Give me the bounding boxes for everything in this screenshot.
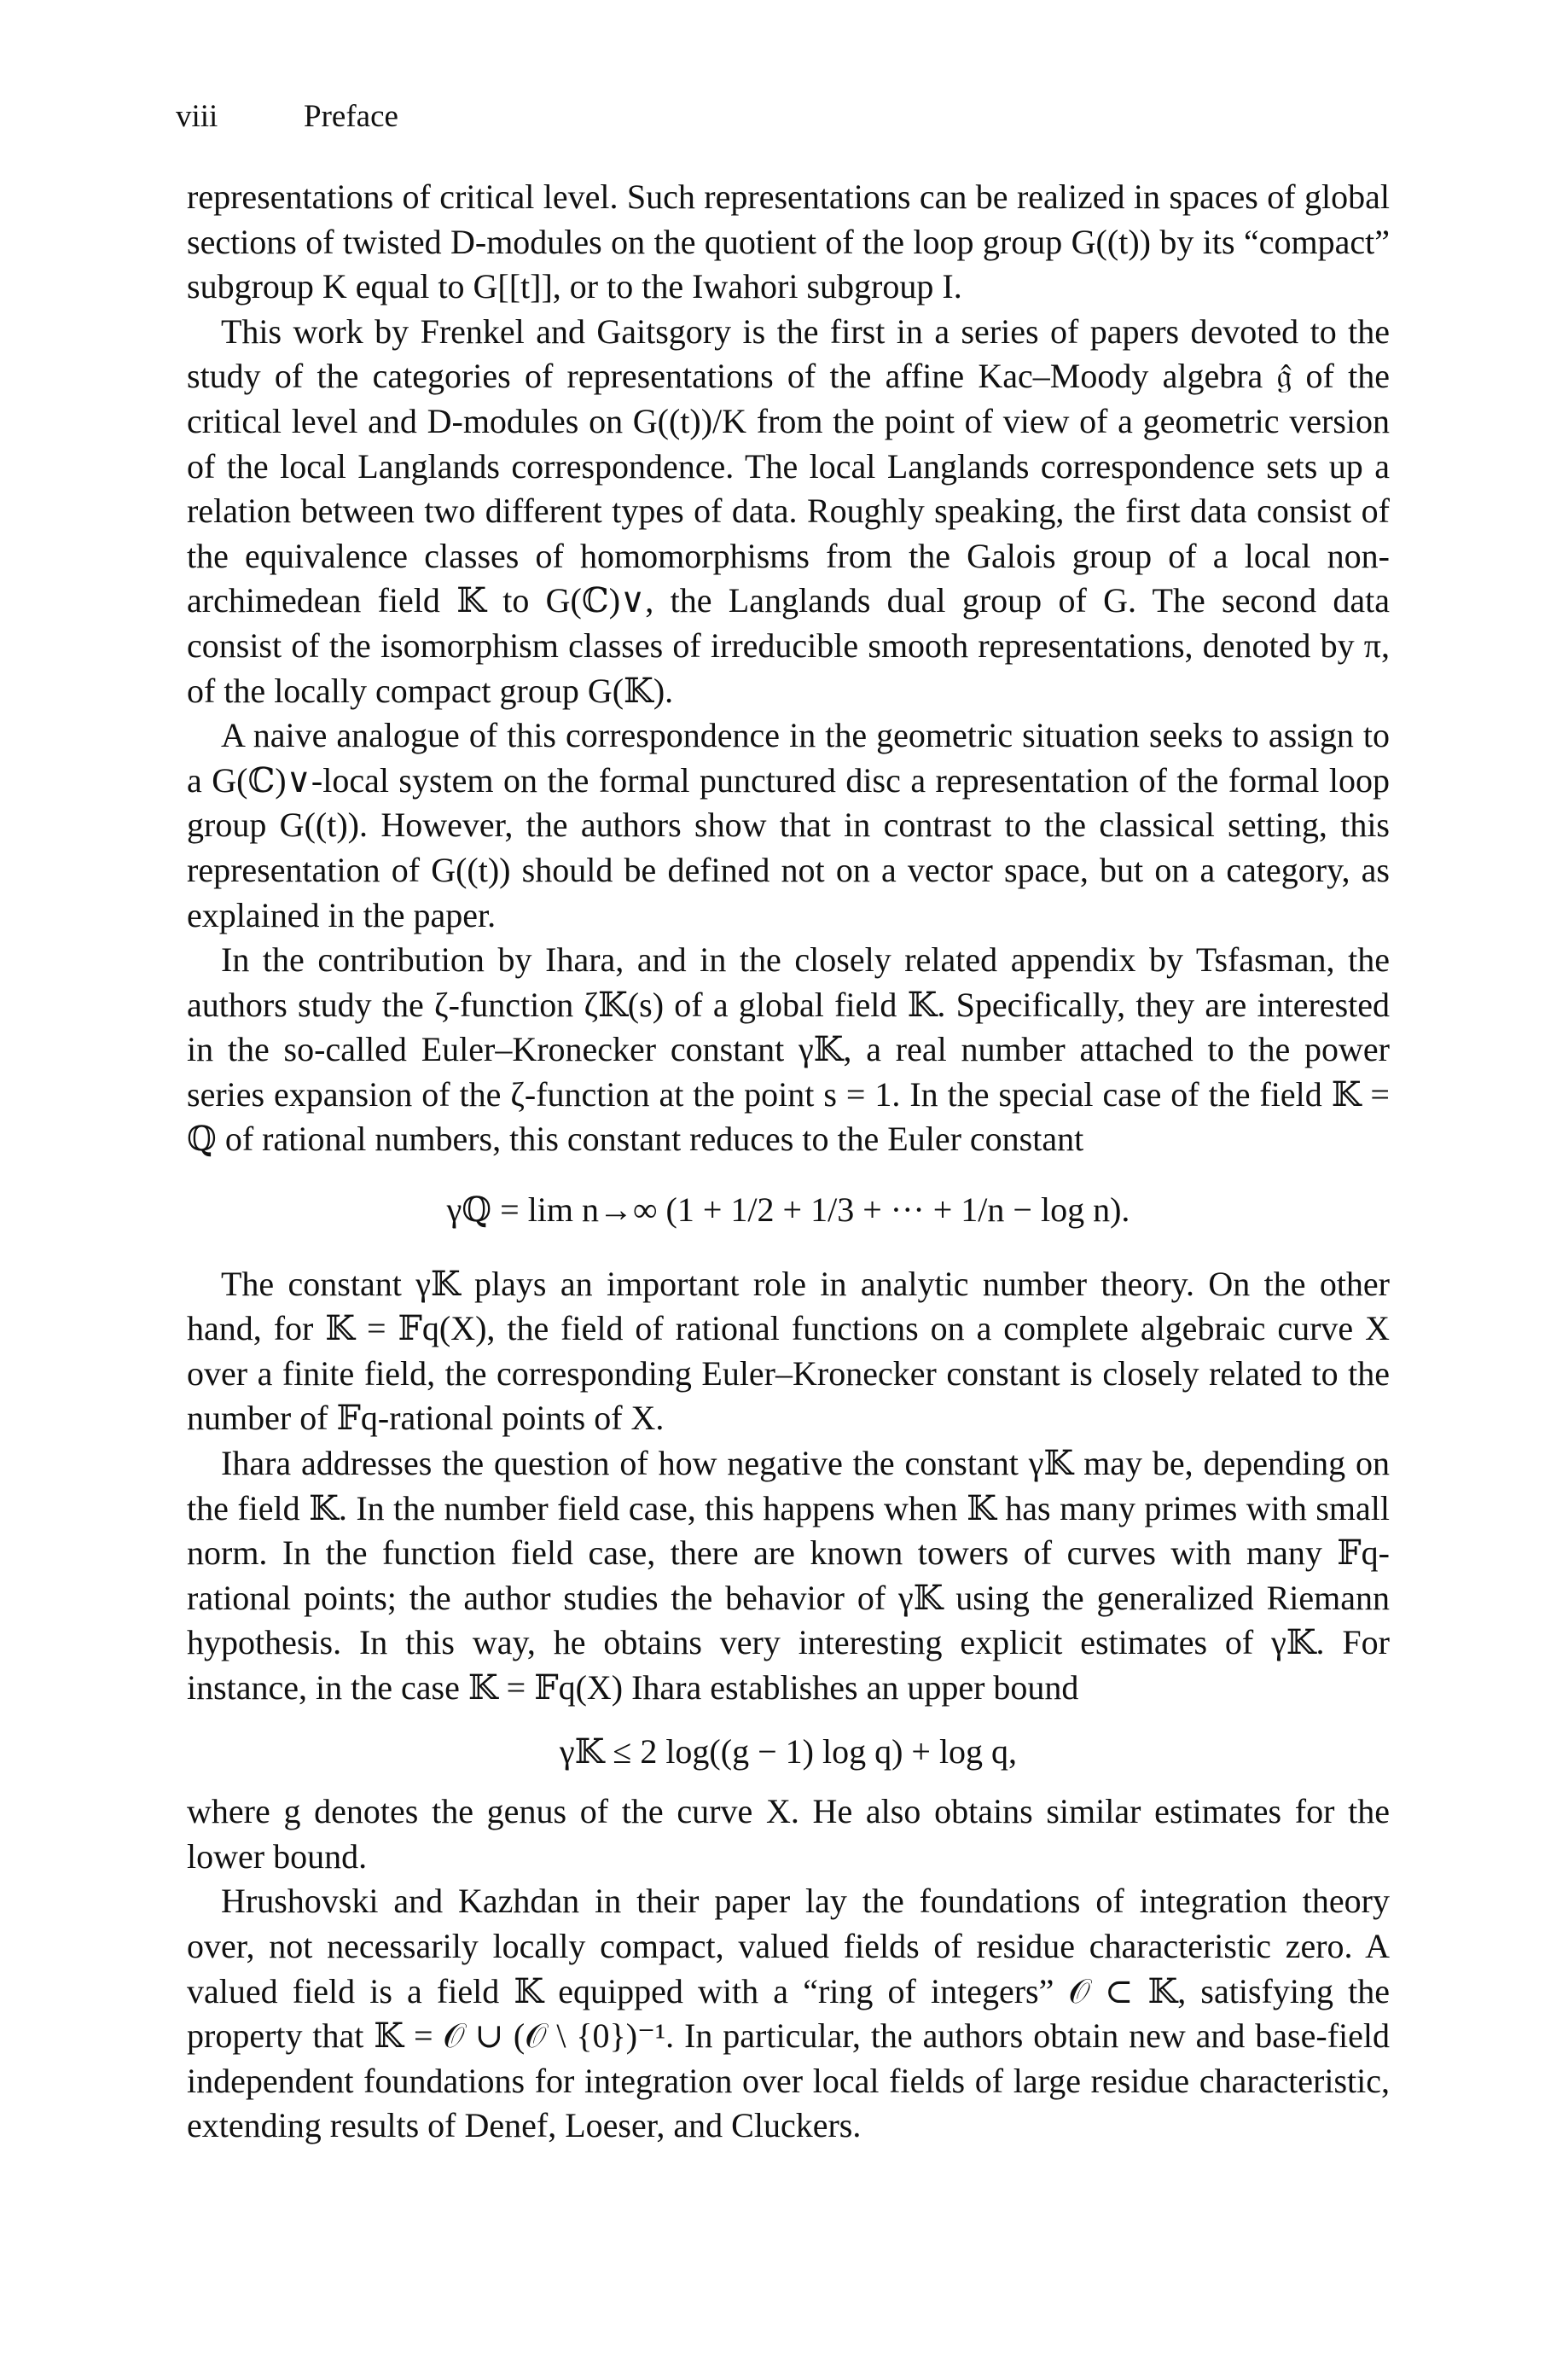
paragraph-8: Hrushovski and Kazhdan in their paper lay the foundations of integration theory over, not necessarily locally compact, valued fields of residue characteristic zero. A valued field is a field 𝕂 equipped with a “ring of integers” 𝒪 ⊂ 𝕂, satisfying the property that 𝕂 = 𝒪 ∪ (𝒪 \ {0})⁻¹. In particular, the authors obtain new and base-field independent foundations for integration over local fields of large residue characteristic, extending results of Denef, Loeser, and Cluckers.	[187, 1882, 1390, 2145]
paragraph-5: The constant γ𝕂 plays an important role in analytic number theory. On the other hand, for 𝕂 = 𝔽q(X), the field of rational functions on a complete algebraic curve X over a finite field, the corresponding Euler–Kronecker constant is closely related to the number of 𝔽q-rational points of X.	[187, 1264, 1390, 1438]
paragraph-7: where g denotes the genus of the curve X. He also obtains similar estimates for the lower bound.	[187, 1792, 1390, 1876]
body-text	[187, 175, 1390, 2149]
page-number: viii	[176, 99, 218, 134]
running-header	[176, 101, 398, 132]
paragraph-2: This work by Frenkel and Gaitsgory is the first in a series of papers devoted to the study of the categories of representations of the affine Kac–Moody algebra 𝔤̂ of the critical level and D-modules on G((t))/K from the point of view of a geometric version of the local Langlands correspondence. The local Langlands correspondence sets up a relation between two different types of data. Roughly speaking, the first data consist of the equivalence classes of homomorphisms from the Galois group of a local non-archimedean field 𝕂 to G(ℂ)∨, the Langlands dual group of G. The second data consist of the isomorphism classes of irreducible smooth representations, denoted by π, of the locally compact group G(𝕂).	[187, 311, 1390, 710]
running-title: Preface	[304, 99, 398, 134]
paragraph-4: In the contribution by Ihara, and in the closely related appendix by Tsfasman, the authors study the ζ-function ζ𝕂(s) of a global field 𝕂. Specifically, they are interested in the so-called Euler–Kronecker constant γ𝕂, a real number attached to the power series expansion of the ζ-function at the point s = 1. In the special case of the field 𝕂 = ℚ of rational numbers, this constant reduces to the Euler constant	[187, 940, 1390, 1159]
equation-upper-bound: γ𝕂 ≤ 2 log((g − 1) log q) + log q,	[559, 1731, 1018, 1771]
equation-euler-constant: γℚ = lim n→∞ (1 + 1/2 + 1/3 + ··· + 1/n − log n).	[446, 1190, 1130, 1230]
paragraph-6: Ihara addresses the question of how negative the constant γ𝕂 may be, depending on the field 𝕂. In the number field case, this happens when 𝕂 has many primes with small norm. In the function field case, there are known towers of curves with many 𝔽q-rational points; the author studies the behavior of γ𝕂 using the generalized Riemann hypothesis. In this way, he obtains very interesting explicit estimates of γ𝕂. For instance, in the case 𝕂 = 𝔽q(X) Ihara establishes an upper bound	[187, 1444, 1390, 1707]
paragraph-1: representations of critical level. Such representations can be realized in spaces of global sections of twisted D-modules on the quotient of the loop group G((t)) by its “compact” subgroup K equal to G[[t]], or to the Iwahori subgroup I.	[187, 177, 1390, 306]
paragraph-3: A naive analogue of this correspondence in the geometric situation seeks to assign to a G(ℂ)∨-local system on the formal punctured disc a representation of the formal loop group G((t)). However, the authors show that in contrast to the classical setting, this representation of G((t)) should be defined not on a vector space, but on a category, as explained in the paper.	[187, 716, 1390, 934]
